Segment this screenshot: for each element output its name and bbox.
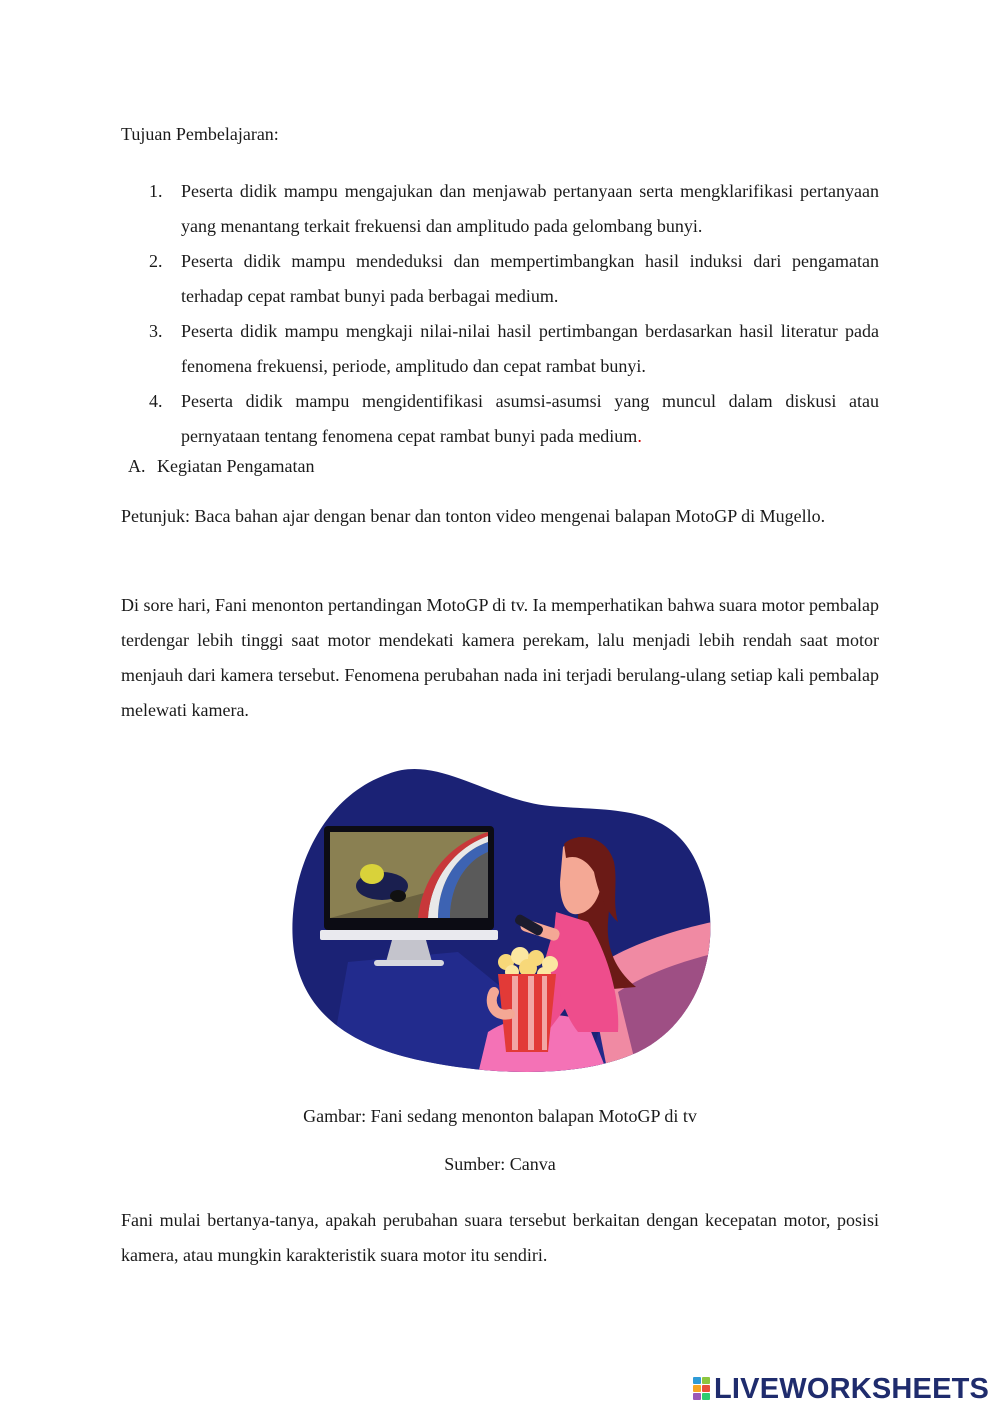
liveworksheets-brand[interactable] — [693, 1374, 989, 1404]
brand-wordmark: LIVEWORKSHEETS — [714, 1372, 990, 1405]
objective-end-mark: . — [637, 426, 642, 446]
closing-paragraph: Fani mulai bertanya-tanya, apakah perubahan suara tersebut berkaitan dengan kecepatan motor, posisi kamera, atau mungkin karakteristik suara motor itu sendiri. — [121, 1210, 879, 1265]
objective-text: Peserta didik mampu mendeduksi dan mempertimbangkan hasil induksi dari pengamatan terhadap cepat rambat bunyi pada berbagai medium. — [181, 251, 879, 306]
objective-item — [121, 384, 879, 454]
instruction-paragraph: Petunjuk: Baca bahan ajar dengan benar dan tonton video mengenai balapan MotoGP di Mugello. — [121, 506, 826, 526]
section-title: Kegiatan Pengamatan — [157, 456, 315, 476]
objective-item — [121, 314, 879, 384]
objective-number: 3. — [149, 321, 163, 341]
objective-item — [121, 244, 879, 314]
learning-objectives-heading: Tujuan Pembelajaran: — [121, 124, 279, 144]
objective-number: 1. — [149, 181, 163, 201]
objective-text: Peserta didik mampu mengajukan dan menjawab pertanyaan serta mengklarifikasi pertanyaan yang menantang terkait frekuensi dan amplitudo pada gelombang bunyi. — [181, 181, 879, 236]
objective-item — [121, 174, 879, 244]
fani-watching-tv-illustration — [288, 762, 712, 1074]
liveworksheets-logo-icon — [693, 1377, 711, 1401]
section-letter: A. — [128, 456, 146, 476]
story-paragraph: Di sore hari, Fani menonton pertandingan MotoGP di tv. Ia memperhatikan bahwa suara motor pembalap terdengar lebih tinggi saat motor mendekati kamera perekam, lalu menjadi lebih rendah saat motor menjauh dari kamera tersebut. Fenomena perubahan nada ini terjadi berulang-ulang setiap kali pembalap melewati kamera. — [121, 595, 879, 720]
objective-number: 4. — [149, 391, 163, 411]
objective-text: Peserta didik mampu mengidentifikasi asumsi-asumsi yang muncul dalam diskusi atau pernyataan tentang fenomena cepat rambat bunyi pada medium — [181, 391, 879, 446]
section-heading-a — [128, 454, 314, 478]
figure-caption: Gambar: Fani sedang menonton balapan MotoGP di tv — [303, 1106, 697, 1126]
objective-number: 2. — [149, 251, 163, 271]
objective-text: Peserta didik mampu mengkaji nilai-nilai hasil pertimbangan berdasarkan hasil literatur pada fenomena frekuensi, periode, amplitudo dan cepat rambat bunyi. — [181, 321, 879, 376]
figure-source: Sumber: Canva — [444, 1154, 556, 1174]
learning-objectives-list — [121, 174, 879, 454]
